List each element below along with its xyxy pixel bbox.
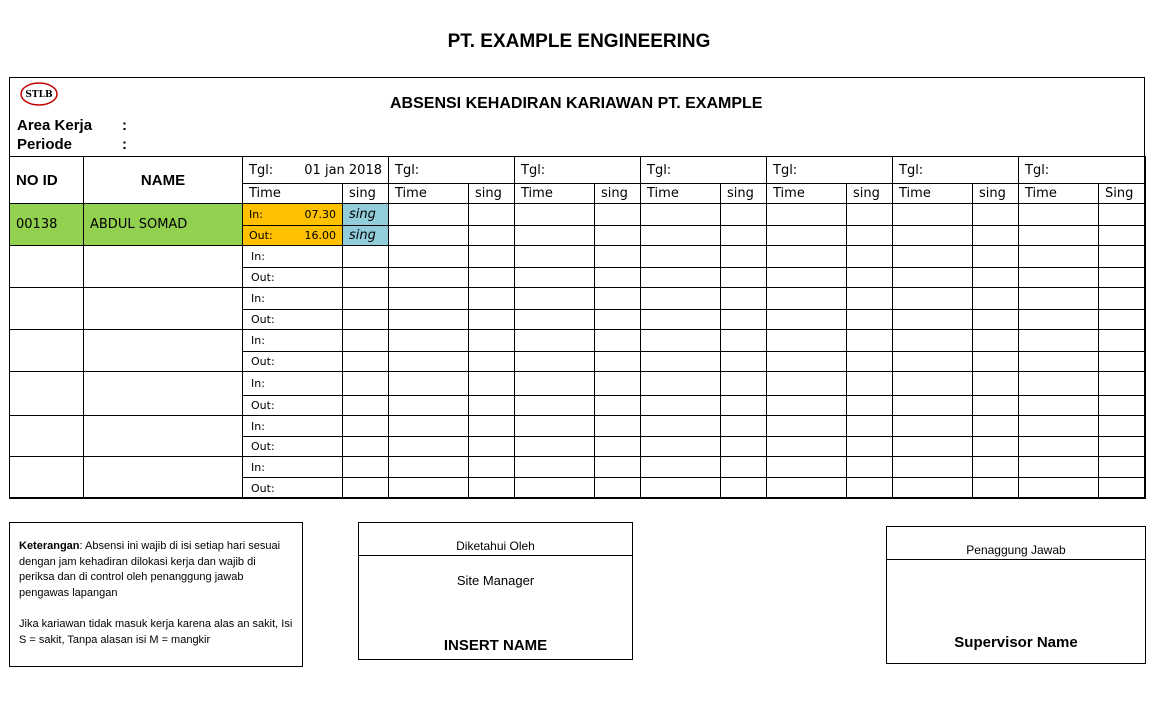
table-cell[interactable] bbox=[469, 204, 515, 226]
table-cell[interactable] bbox=[515, 246, 595, 268]
in-label: In: bbox=[243, 246, 343, 268]
table-cell[interactable] bbox=[595, 246, 641, 268]
table-cell[interactable] bbox=[721, 330, 767, 352]
table-cell[interactable] bbox=[893, 226, 973, 246]
table-cell[interactable] bbox=[767, 396, 847, 416]
table-cell[interactable] bbox=[641, 478, 721, 499]
area-kerja-colon: : bbox=[122, 117, 127, 134]
table-cell[interactable] bbox=[343, 437, 389, 457]
out-time: 16.00 bbox=[304, 229, 336, 242]
divider bbox=[359, 555, 632, 556]
table-cell[interactable] bbox=[847, 457, 893, 478]
table-cell[interactable] bbox=[641, 330, 721, 352]
table-cell[interactable] bbox=[641, 457, 721, 478]
table-cell[interactable] bbox=[1019, 478, 1099, 499]
keterangan-text: : Absensi ini wajib di isi setiap hari sesuai dengan jam kehadiran dilokasi kerja dan wajib di periksa dan di control oleh penanggung jawab pengawas lapangan bbox=[19, 540, 281, 599]
sub-header-sign: sing bbox=[973, 184, 1019, 204]
table-cell[interactable] bbox=[469, 268, 515, 288]
table-cell[interactable] bbox=[847, 268, 893, 288]
periode-colon: : bbox=[122, 136, 127, 153]
table-cell[interactable] bbox=[389, 478, 469, 499]
table-cell[interactable] bbox=[389, 416, 469, 437]
responsible-header: Penaggung Jawab bbox=[966, 543, 1066, 557]
table-cell[interactable] bbox=[1099, 396, 1146, 416]
employee-name-cell[interactable] bbox=[84, 288, 243, 330]
table-cell[interactable] bbox=[767, 268, 847, 288]
date-header-3: Tgl: bbox=[515, 157, 641, 184]
in-label: In: bbox=[243, 288, 343, 310]
table-cell[interactable] bbox=[1019, 457, 1099, 478]
table-cell[interactable] bbox=[1019, 226, 1099, 246]
table-cell[interactable] bbox=[847, 330, 893, 352]
tgl-label: Tgl: bbox=[249, 162, 274, 178]
table-cell[interactable] bbox=[767, 352, 847, 372]
table-cell[interactable] bbox=[721, 372, 767, 396]
in-time: 07.30 bbox=[304, 208, 336, 221]
table-cell[interactable] bbox=[973, 330, 1019, 352]
table-cell[interactable] bbox=[641, 372, 721, 396]
table-cell[interactable] bbox=[595, 310, 641, 330]
table-cell[interactable] bbox=[595, 268, 641, 288]
table-cell[interactable] bbox=[973, 352, 1019, 372]
table-cell[interactable] bbox=[847, 204, 893, 226]
date-header-2: Tgl: bbox=[389, 157, 515, 184]
table-cell[interactable] bbox=[515, 268, 595, 288]
sub-header-sign: sing bbox=[721, 184, 767, 204]
table-cell[interactable] bbox=[515, 330, 595, 352]
table-cell[interactable] bbox=[847, 288, 893, 310]
table-cell[interactable] bbox=[847, 226, 893, 246]
table-cell[interactable] bbox=[641, 396, 721, 416]
employee-name-cell[interactable] bbox=[84, 330, 243, 372]
table-cell[interactable] bbox=[389, 457, 469, 478]
table-cell[interactable] bbox=[893, 352, 973, 372]
table-cell[interactable] bbox=[595, 416, 641, 437]
table-cell[interactable] bbox=[1019, 268, 1099, 288]
table-cell[interactable] bbox=[469, 396, 515, 416]
table-cell[interactable] bbox=[1099, 288, 1146, 310]
table-cell[interactable] bbox=[847, 372, 893, 396]
sub-header-time: Time bbox=[389, 184, 469, 204]
table-cell[interactable] bbox=[721, 246, 767, 268]
company-title: PT. EXAMPLE ENGINEERING bbox=[447, 31, 711, 52]
table-cell[interactable] bbox=[1019, 437, 1099, 457]
table-cell[interactable] bbox=[641, 310, 721, 330]
known-name: INSERT NAME bbox=[443, 637, 548, 654]
table-cell[interactable] bbox=[343, 372, 389, 396]
table-cell[interactable] bbox=[595, 352, 641, 372]
sub-header-time: Time bbox=[515, 184, 595, 204]
company-logo bbox=[20, 82, 58, 106]
out-sign-cell[interactable]: sing bbox=[343, 226, 389, 246]
sub-header-sign: sing bbox=[469, 184, 515, 204]
table-cell[interactable] bbox=[469, 288, 515, 310]
in-label: In: bbox=[243, 330, 343, 352]
table-cell[interactable] bbox=[469, 352, 515, 372]
table-cell[interactable] bbox=[1099, 437, 1146, 457]
table-cell[interactable] bbox=[893, 330, 973, 352]
table-cell[interactable] bbox=[641, 246, 721, 268]
table-cell[interactable] bbox=[1099, 416, 1146, 437]
known-role: Site Manager bbox=[456, 573, 535, 588]
signature-responsible-box bbox=[886, 526, 1146, 664]
form-title: ABSENSI KEHADIRAN KARIAWAN PT. EXAMPLE bbox=[390, 95, 763, 112]
employee-name-cell[interactable] bbox=[84, 416, 243, 457]
table-cell[interactable] bbox=[595, 226, 641, 246]
table-cell[interactable] bbox=[641, 204, 721, 226]
table-cell[interactable] bbox=[1099, 226, 1146, 246]
table-cell[interactable] bbox=[389, 268, 469, 288]
table-cell[interactable] bbox=[343, 478, 389, 499]
table-cell[interactable] bbox=[721, 352, 767, 372]
table-cell[interactable] bbox=[1099, 478, 1146, 499]
table-cell[interactable] bbox=[595, 437, 641, 457]
table-cell[interactable] bbox=[515, 437, 595, 457]
table-cell[interactable] bbox=[973, 396, 1019, 416]
sub-header-time: Time bbox=[243, 184, 343, 204]
table-cell[interactable] bbox=[1019, 372, 1099, 396]
table-cell[interactable] bbox=[389, 352, 469, 372]
table-cell[interactable] bbox=[469, 457, 515, 478]
keterangan-label: Keterangan bbox=[19, 540, 80, 552]
table-cell[interactable] bbox=[893, 437, 973, 457]
sub-header-sign: sing bbox=[343, 184, 389, 204]
table-cell[interactable] bbox=[1019, 310, 1099, 330]
table-cell[interactable] bbox=[1099, 310, 1146, 330]
table-cell[interactable] bbox=[767, 457, 847, 478]
employee-name-cell[interactable] bbox=[84, 457, 243, 499]
table-cell[interactable] bbox=[515, 204, 595, 226]
table-cell[interactable] bbox=[847, 310, 893, 330]
table-cell[interactable] bbox=[847, 396, 893, 416]
table-cell[interactable] bbox=[893, 268, 973, 288]
table-cell[interactable] bbox=[767, 288, 847, 310]
table-cell[interactable] bbox=[469, 372, 515, 396]
in-sign-cell[interactable]: sing bbox=[343, 204, 389, 226]
signature-known-box bbox=[358, 522, 633, 660]
table-cell[interactable] bbox=[469, 478, 515, 499]
employee-id-cell[interactable]: 00138 bbox=[10, 204, 84, 246]
table-cell[interactable] bbox=[343, 457, 389, 478]
table-cell[interactable] bbox=[389, 437, 469, 457]
table-cell[interactable] bbox=[721, 437, 767, 457]
table-cell[interactable] bbox=[595, 288, 641, 310]
table-cell[interactable] bbox=[721, 457, 767, 478]
col-header-noid: NO ID bbox=[10, 157, 84, 204]
date-header-1 bbox=[243, 157, 389, 184]
table-cell[interactable] bbox=[893, 204, 973, 226]
table-cell[interactable] bbox=[641, 226, 721, 246]
table-cell[interactable] bbox=[893, 396, 973, 416]
table-cell[interactable] bbox=[515, 288, 595, 310]
table-cell[interactable] bbox=[973, 310, 1019, 330]
sub-header-time: Time bbox=[1019, 184, 1099, 204]
table-cell[interactable] bbox=[389, 288, 469, 310]
logo-text: STLB bbox=[25, 90, 53, 100]
attendance-table bbox=[9, 156, 1146, 499]
date-header-6: Tgl: bbox=[893, 157, 1019, 184]
table-cell[interactable] bbox=[973, 204, 1019, 226]
table-cell[interactable] bbox=[973, 457, 1019, 478]
out-label: Out: bbox=[249, 229, 273, 242]
table-cell[interactable] bbox=[721, 288, 767, 310]
table-cell[interactable] bbox=[595, 372, 641, 396]
table-cell[interactable] bbox=[343, 268, 389, 288]
table-cell[interactable] bbox=[767, 416, 847, 437]
notes-paragraph-1 bbox=[19, 539, 294, 601]
table-cell[interactable] bbox=[893, 372, 973, 396]
out-label: Out: bbox=[243, 310, 343, 330]
in-label: In: bbox=[243, 416, 343, 437]
employee-id-cell[interactable] bbox=[10, 372, 84, 416]
sub-header-time: Time bbox=[893, 184, 973, 204]
table-cell[interactable] bbox=[767, 204, 847, 226]
sub-header-sign: sing bbox=[595, 184, 641, 204]
table-cell[interactable] bbox=[641, 268, 721, 288]
table-cell[interactable] bbox=[343, 246, 389, 268]
table-cell[interactable] bbox=[1019, 246, 1099, 268]
table-cell[interactable] bbox=[515, 396, 595, 416]
table-cell[interactable] bbox=[343, 310, 389, 330]
periode-label: Periode bbox=[17, 136, 73, 153]
table-cell[interactable] bbox=[1019, 396, 1099, 416]
date-header-7: Tgl: bbox=[1019, 157, 1146, 184]
first-date: 01 jan 2018 bbox=[304, 162, 382, 178]
table-cell[interactable] bbox=[767, 372, 847, 396]
employee-name-cell[interactable] bbox=[84, 372, 243, 416]
table-cell[interactable] bbox=[973, 288, 1019, 310]
table-cell[interactable] bbox=[767, 310, 847, 330]
table-cell[interactable] bbox=[1099, 372, 1146, 396]
out-time-cell[interactable] bbox=[243, 226, 343, 246]
table-cell[interactable] bbox=[1099, 457, 1146, 478]
table-cell[interactable] bbox=[973, 372, 1019, 396]
table-cell[interactable] bbox=[469, 246, 515, 268]
table-cell[interactable] bbox=[389, 396, 469, 416]
known-header: Diketahui Oleh bbox=[456, 539, 535, 553]
table-cell[interactable] bbox=[893, 478, 973, 499]
table-cell[interactable] bbox=[893, 246, 973, 268]
out-label: Out: bbox=[243, 352, 343, 372]
sub-header-sign: sing bbox=[847, 184, 893, 204]
table-cell[interactable] bbox=[1099, 246, 1146, 268]
table-cell[interactable] bbox=[469, 437, 515, 457]
table-cell[interactable] bbox=[641, 352, 721, 372]
table-cell[interactable] bbox=[641, 288, 721, 310]
table-cell[interactable] bbox=[973, 226, 1019, 246]
table-cell[interactable] bbox=[469, 330, 515, 352]
table-cell[interactable] bbox=[847, 416, 893, 437]
area-kerja-label: Area Kerja bbox=[17, 117, 93, 134]
table-cell[interactable] bbox=[595, 478, 641, 499]
date-header-5: Tgl: bbox=[767, 157, 893, 184]
table-cell[interactable] bbox=[343, 396, 389, 416]
table-cell[interactable] bbox=[721, 478, 767, 499]
table-cell[interactable] bbox=[343, 288, 389, 310]
table-cell[interactable] bbox=[847, 478, 893, 499]
table-cell[interactable] bbox=[1019, 288, 1099, 310]
col-header-name: NAME bbox=[84, 157, 243, 204]
table-cell[interactable] bbox=[515, 372, 595, 396]
table-cell[interactable] bbox=[595, 204, 641, 226]
notes-paragraph-2: Jika kariawan tidak masuk kerja karena alas an sakit, Isi S = sakit, Tanpa alasan isi M = mangkir bbox=[19, 618, 293, 646]
table-cell[interactable] bbox=[973, 268, 1019, 288]
table-cell[interactable] bbox=[1019, 204, 1099, 226]
table-cell[interactable] bbox=[721, 226, 767, 246]
table-cell[interactable] bbox=[721, 268, 767, 288]
table-cell[interactable] bbox=[515, 457, 595, 478]
table-cell[interactable] bbox=[767, 437, 847, 457]
table-cell[interactable] bbox=[515, 416, 595, 437]
sub-header-sign: Sing bbox=[1099, 184, 1146, 204]
table-cell[interactable] bbox=[343, 330, 389, 352]
table-cell[interactable] bbox=[847, 246, 893, 268]
sub-header-time: Time bbox=[641, 184, 721, 204]
table-cell[interactable] bbox=[515, 478, 595, 499]
table-cell[interactable] bbox=[469, 310, 515, 330]
employee-id-cell[interactable] bbox=[10, 288, 84, 330]
notes-box bbox=[9, 522, 303, 667]
table-cell[interactable] bbox=[343, 416, 389, 437]
table-cell[interactable] bbox=[389, 226, 469, 246]
table-cell[interactable] bbox=[595, 330, 641, 352]
responsible-name: Supervisor Name bbox=[954, 634, 1078, 651]
table-cell[interactable] bbox=[767, 478, 847, 499]
table-cell[interactable] bbox=[847, 352, 893, 372]
table-cell[interactable] bbox=[515, 352, 595, 372]
table-cell[interactable] bbox=[515, 310, 595, 330]
date-header-4: Tgl: bbox=[641, 157, 767, 184]
table-cell[interactable] bbox=[973, 416, 1019, 437]
table-cell[interactable] bbox=[767, 246, 847, 268]
table-cell[interactable] bbox=[515, 226, 595, 246]
table-cell[interactable] bbox=[641, 437, 721, 457]
table-cell[interactable] bbox=[1099, 352, 1146, 372]
table-cell[interactable] bbox=[389, 246, 469, 268]
table-cell[interactable] bbox=[973, 437, 1019, 457]
table-cell[interactable] bbox=[389, 204, 469, 226]
table-cell[interactable] bbox=[973, 246, 1019, 268]
in-label: In: bbox=[243, 457, 343, 478]
table-cell[interactable] bbox=[389, 330, 469, 352]
table-cell[interactable] bbox=[893, 457, 973, 478]
employee-name-cell[interactable]: ABDUL SOMAD bbox=[84, 204, 243, 246]
table-cell[interactable] bbox=[343, 352, 389, 372]
table-cell[interactable] bbox=[389, 372, 469, 396]
table-cell[interactable] bbox=[595, 457, 641, 478]
out-label: Out: bbox=[243, 268, 343, 288]
table-cell[interactable] bbox=[595, 396, 641, 416]
table-cell[interactable] bbox=[641, 416, 721, 437]
table-cell[interactable] bbox=[1099, 268, 1146, 288]
table-cell[interactable] bbox=[721, 204, 767, 226]
sub-header-time: Time bbox=[767, 184, 847, 204]
employee-id-cell[interactable] bbox=[10, 246, 84, 288]
in-time-cell[interactable] bbox=[243, 204, 343, 226]
employee-id-cell[interactable] bbox=[10, 330, 84, 372]
table-cell[interactable] bbox=[767, 226, 847, 246]
table-cell[interactable] bbox=[469, 226, 515, 246]
in-label: In: bbox=[243, 372, 343, 396]
table-cell[interactable] bbox=[469, 416, 515, 437]
table-cell[interactable] bbox=[847, 437, 893, 457]
out-label: Out: bbox=[243, 437, 343, 457]
table-cell[interactable] bbox=[721, 310, 767, 330]
table-cell[interactable] bbox=[893, 310, 973, 330]
employee-id-cell[interactable] bbox=[10, 457, 84, 499]
employee-id-cell[interactable] bbox=[10, 416, 84, 457]
table-cell[interactable] bbox=[893, 416, 973, 437]
table-cell[interactable] bbox=[1099, 330, 1146, 352]
table-cell[interactable] bbox=[1019, 330, 1099, 352]
table-cell[interactable] bbox=[973, 478, 1019, 499]
out-label: Out: bbox=[243, 478, 343, 499]
out-label: Out: bbox=[243, 396, 343, 416]
table-cell[interactable] bbox=[721, 416, 767, 437]
employee-name-cell[interactable] bbox=[84, 246, 243, 288]
table-cell[interactable] bbox=[767, 330, 847, 352]
table-cell[interactable] bbox=[1099, 204, 1146, 226]
divider bbox=[887, 559, 1145, 560]
table-cell[interactable] bbox=[721, 396, 767, 416]
table-cell[interactable] bbox=[389, 310, 469, 330]
table-cell[interactable] bbox=[1019, 416, 1099, 437]
in-label: In: bbox=[249, 208, 263, 221]
table-cell[interactable] bbox=[893, 288, 973, 310]
table-cell[interactable] bbox=[1019, 352, 1099, 372]
